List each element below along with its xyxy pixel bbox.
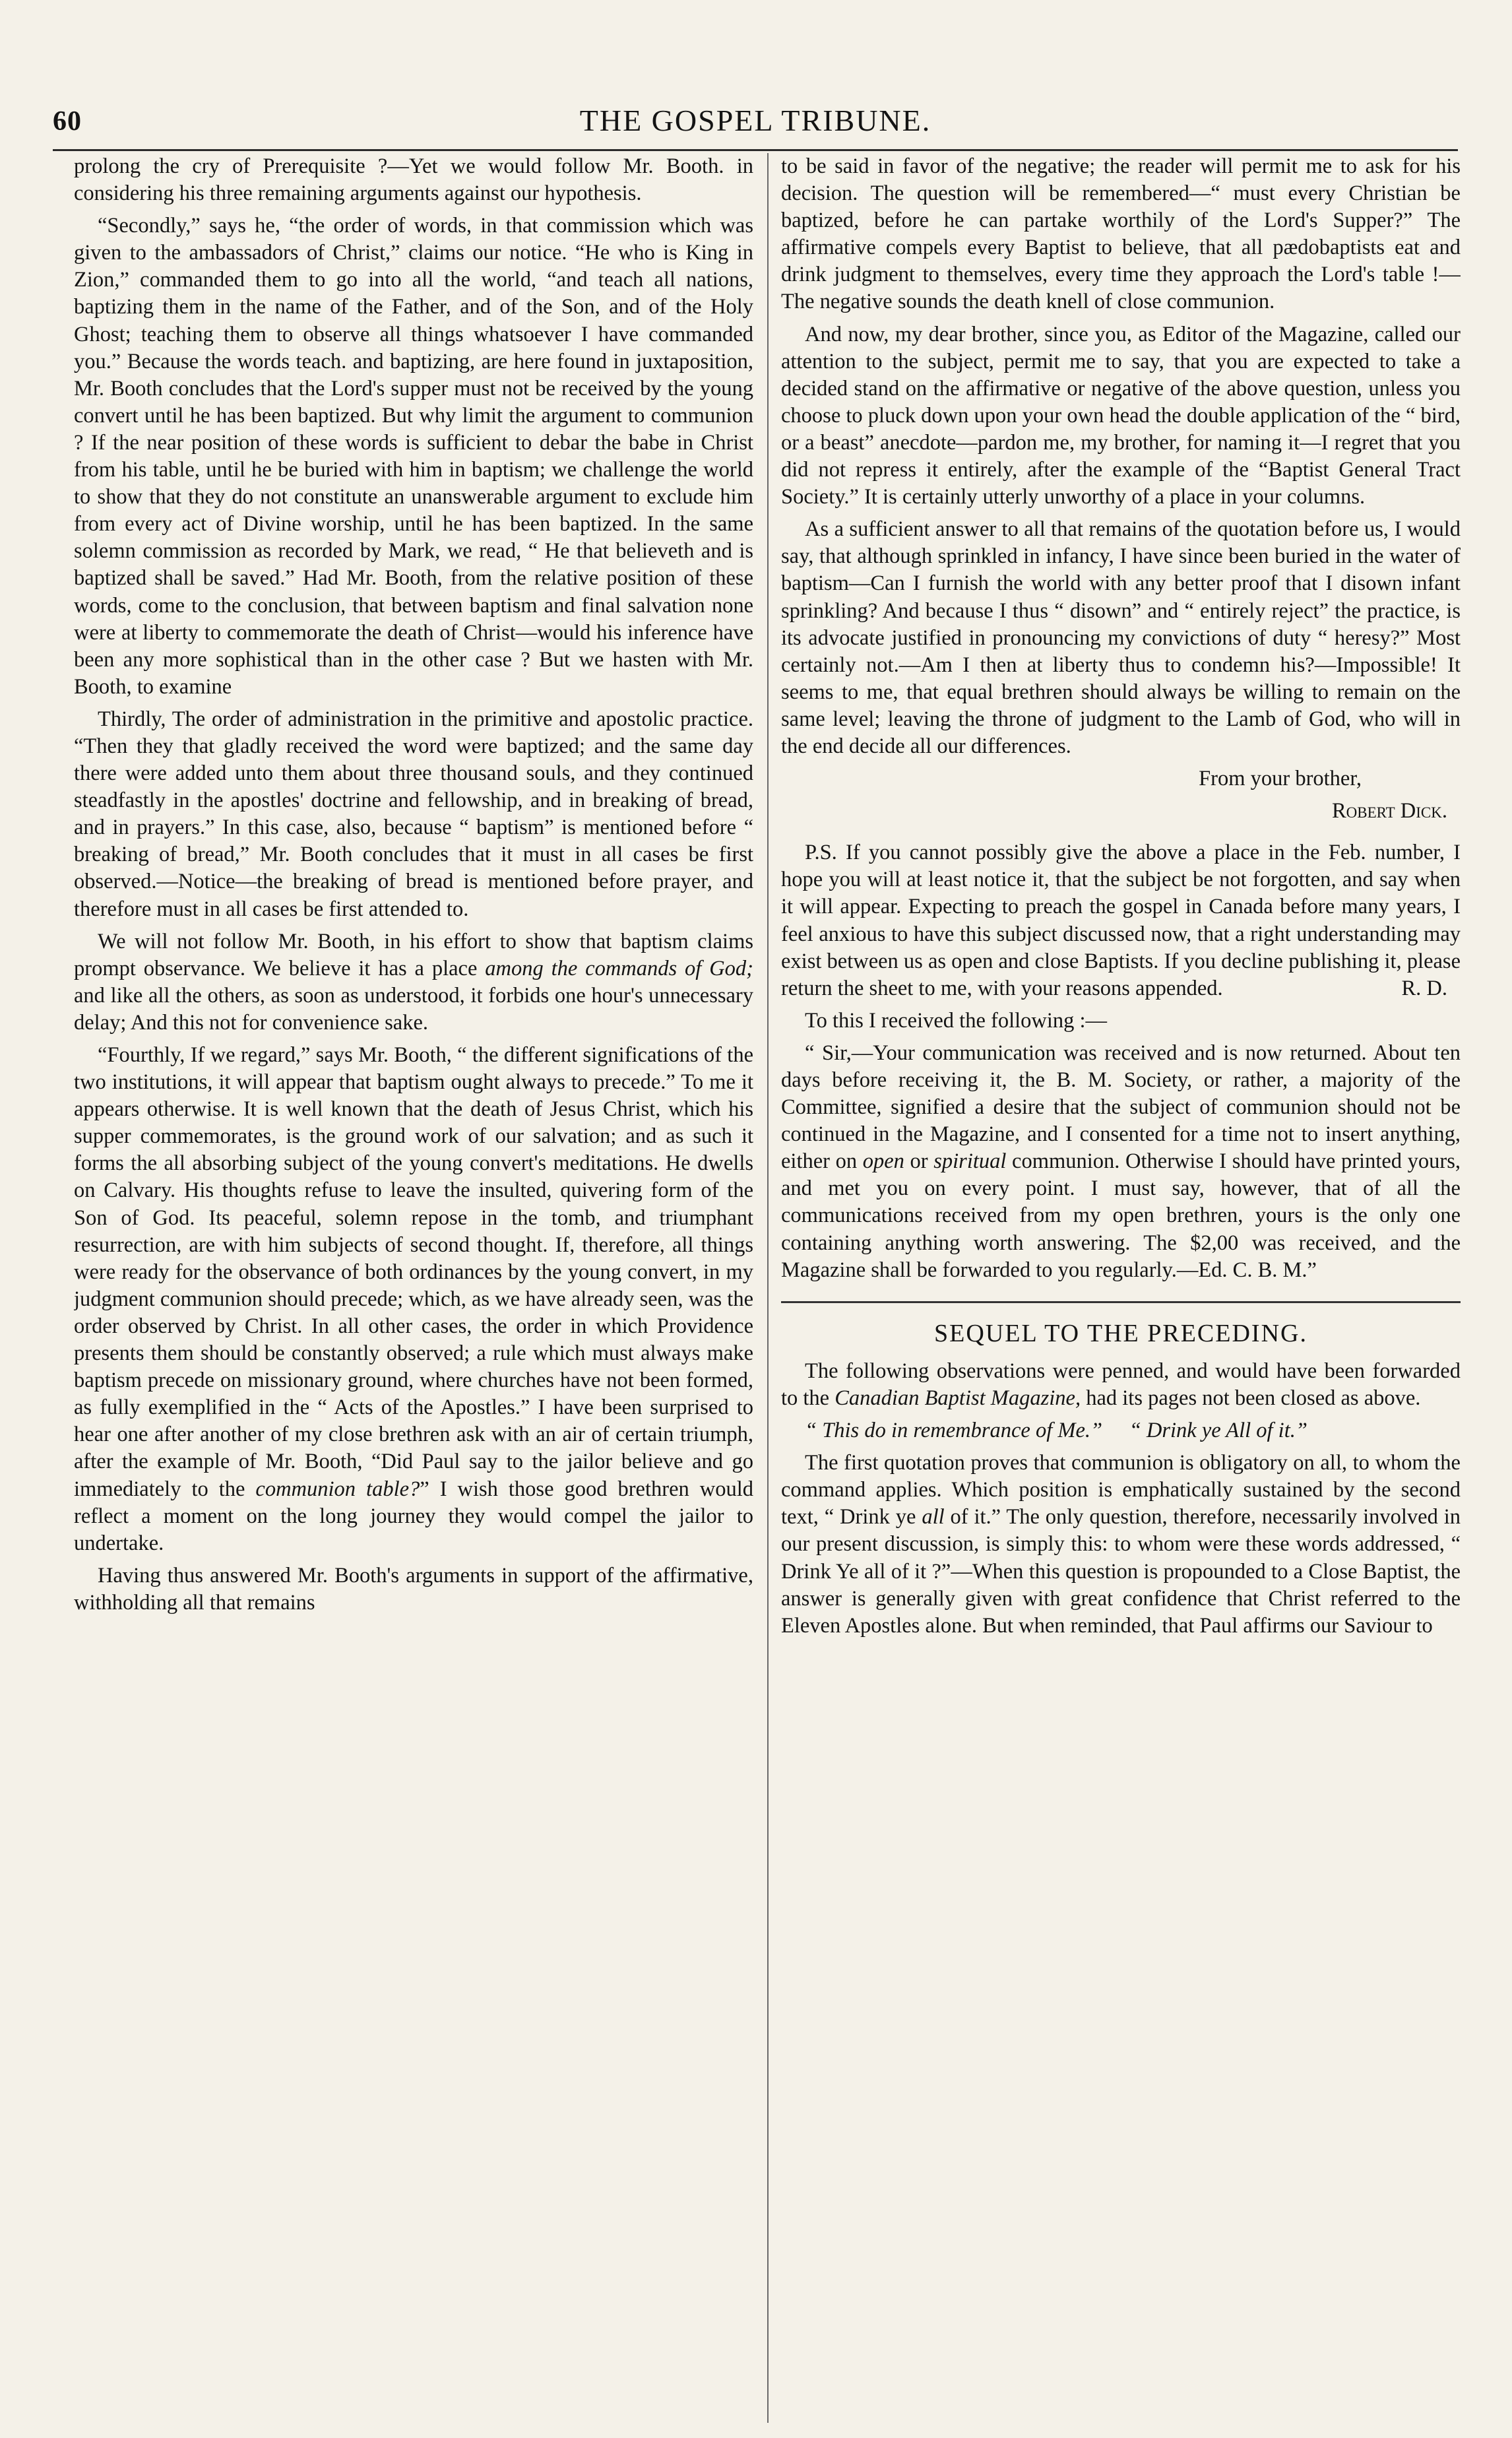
page-number: 60 xyxy=(53,106,82,137)
quote: “ This do in remembrance of Me.” xyxy=(805,1419,1103,1443)
paragraph xyxy=(781,1358,1461,1412)
paragraph xyxy=(781,1450,1461,1640)
emphasis: all xyxy=(922,1505,945,1529)
emphasis: Canadian Baptist Magazine, xyxy=(835,1386,1081,1410)
emphasis: open xyxy=(862,1149,904,1174)
emphasis: spiritual xyxy=(933,1149,1007,1174)
paragraph: To this I received the following :— xyxy=(805,1008,1108,1033)
text-run: ” I wish those good brethren would reflect a moment on the long journey they would compel the jailor to undertake. xyxy=(74,1477,753,1555)
postscript-initials: R. D. xyxy=(1401,976,1447,1000)
text-run: “Fourthly, If we regard,” says Mr. Booth, “ the different significations of the two institutions, it will appear that baptism ought always to precede.” To me it appears otherwise. It is well known that the death of Jesus Christ, which his supper commemorates, is the ground work of our salvation; and as such it forms the all absorbing subject of the young convert's meditations. He dwells on Calvary. His thoughts refuse to leave the insulted, quivering form of the Son of God. Its peaceful, solemn repose in the tomb, and triumphant resurrection, are with him subjects of second thought. If, therefore, all things were ready for the observance of both ordinances by the young convert, in my judgment communion should precede; which, as we have already seen, was the order observed by Christ. In all other cases, the order in which Providence presents them should be constantly observed; a rule which must always make baptism precede on missionary ground, where churches have not been formed, as fully exemplified in the “ Acts of the Apostles.” I have been surprised to hear one after another of my close brethren ask with an air of certain triumph, after the example of Mr. Booth, “Did Paul say to the jailor believe and go immediately to the xyxy=(74,1043,753,1501)
paragraph xyxy=(74,928,753,1037)
text-run: communion. Otherwise I should have printed yours, and met you on every point. I must say, however, that of all the communications received from my open brethren, yours is the only one containing anything worth answering. The $2,00 was received, and the Magazine shall be forwarded to you regularly.—Ed. C. B. M.” xyxy=(781,1149,1461,1282)
text-run: The following observations were penned, and would have been forwarded to the xyxy=(781,1359,1461,1410)
text-run: The first quotation proves that communion is obligatory on all, to whom the command applies. Which position is emphatically sustained by the second text, “ Drink ye xyxy=(781,1451,1461,1529)
section-rule xyxy=(781,1301,1461,1303)
paragraph: Thirdly, The order of administration in the primitive and apostolic practice. “Then they that gladly received the word were baptized; and the same day there were added unto them about three thousand souls, and they continued steadfastly in the apostles' doctrine and fellowship, and in breaking of bread, and in prayers.” In this case, also, because “ baptism” is mentioned before “ breaking of bread,” Mr. Booth concludes that it must in all cases be first observed.—Notice—the breaking of bread is mentioned before prayer, and therefore must in all cases be first attended to. xyxy=(74,707,753,921)
running-title: THE GOSPEL TRIBUNE. xyxy=(579,104,931,137)
paragraph: As a sufficient answer to all that remains of the quotation before us, I would say, that although sprinkled in infancy, I have since been buried in the water of baptism—Can I furnish the world with any better proof that I disown infant sprinkling? And because I thus “ disown” and “ entirely reject” the practice, is its advocate justified in pronouncing my convictions of duty “ heresy?” Most certainly not.—Am I then at liberty thus to condemn his?—Impossible! It seems to me, that equal brethren should always be willing to remain on the same level; leaving the throne of judgment to the Lamb of God, who will in the end decide all our differences. xyxy=(781,517,1461,758)
text-run: P.S. If you cannot possibly give the above a place in the Feb. number, I hope you will at least notice it, that the subject be not forgotten, and say when it will appear. Expecting to preach the gospel in Canada before many years, I feel anxious to have this subject discussed now, that a right understanding may exist between us as open and close Baptists. If you decline publishing it, please return the sheet to me, with your reasons appended. xyxy=(781,841,1461,1000)
signature-name: Robert Dick. xyxy=(1331,799,1447,823)
text-run: or xyxy=(904,1149,934,1174)
paragraph xyxy=(74,1042,753,1557)
postscript xyxy=(781,839,1461,1002)
paragraph: to be said in favor of the negative; the reader will permit me to ask for his decision. The question will be remembered—“ must every Christian be baptized, before he can partake worthily of the Lord's Supper?” The affirmative compels every Baptist to believe, that all pædobaptists eat and drink judgment to themselves, every time they approach the Lord's table !—The negative sounds the death knell of close communion. xyxy=(781,154,1461,314)
emphasis: communion table? xyxy=(255,1477,420,1501)
signature-salutation: From your brother, xyxy=(1199,767,1362,791)
text-run: We will not follow Mr. Booth, in his effort to show that baptism claims prompt observance. We believe it has a place xyxy=(74,929,753,980)
quote: “ Drink ye All of it.” xyxy=(1129,1419,1307,1443)
scripture-quotes xyxy=(781,1417,1461,1444)
paragraph: And now, my dear brother, since you, as Editor of the Magazine, called our attention to the subject, permit me to say, that you are expected to take a decided stand on the affirmative or negative of the above question, unless you choose to pluck down upon your own head the double application of the “ bird, or a beast” anecdote—pardon me, my brother, for naming it—I regret that you did not repress it entirely, after the example of the “Baptist General Tract Society.” It is certainly utterly unworthy of a place in your columns. xyxy=(781,322,1461,509)
right-column xyxy=(781,153,1461,2423)
header-rule xyxy=(53,149,1458,151)
text-run: had its pages not been closed as above. xyxy=(1081,1386,1421,1410)
text-run: and like all the others, as soon as understood, it forbids one hour's unnecessary delay; And this not for convenience sake. xyxy=(74,983,753,1035)
section-heading: SEQUEL TO THE PRECEDING. xyxy=(934,1319,1307,1347)
paragraph: Having thus answered Mr. Booth's arguments in support of the affirmative, withholding all that remains xyxy=(74,1563,753,1615)
paragraph: prolong the cry of Prerequisite ?—Yet we would follow Mr. Booth. in considering his three remaining arguments against our hypothesis. xyxy=(74,154,753,206)
left-column xyxy=(74,153,753,2423)
column-divider xyxy=(767,153,769,2423)
page-header xyxy=(53,99,1458,145)
editor-reply xyxy=(781,1040,1461,1284)
emphasis: among the commands of God; xyxy=(485,956,753,980)
text-run: of it.” The only question, therefore, necessarily involved in our present discussion, is simply this: to whom were these words addressed, “ Drink Ye all of it ?”—When this question is propounded to a Close Baptist, the answer is generally given with great confidence that Christ referred to the Eleven Apostles alone. But when reminded, that Paul affirms our Saviour to xyxy=(781,1505,1461,1638)
text-run: “ Sir,—Your communication was received and is now returned. About ten days before receiving it, the B. M. Society, or rather, a majority of the Committee, signified a desire that the subject of communion should not be continued in the Magazine, and I consented for a time not to insert anything, either on xyxy=(781,1041,1461,1174)
paragraph: “Secondly,” says he, “the order of words, in that commission which was given to the ambassadors of Christ,” claims our notice. “He who is King in Zion,” commanded them to go into all the world, “and teach all nations, baptizing them in the name of the Father, and of the Son, and of the Holy Ghost; teaching them to observe all things whatsoever I have commanded you.” Because the words teach. and baptizing, are here found in juxtaposition, Mr. Booth concludes that the Lord's supper must not be received by the young convert until he has been baptized. But why limit the argument to communion ? If the near position of these words is sufficient to debar the babe in Christ from his table, until he be buried with him in baptism; we challenge the world to show that they do not constitute an unanswerable argument to exclude him from every act of Divine worship, until he has been baptized. In the same solemn commission as recorded by Mark, we read, “ He that believeth and is baptized shall be saved.” Had Mr. Booth, from the relative position of these words, come to the conclusion, that between baptism and final salvation none were at liberty to commemorate the death of Christ—would his inference have been any more sophistical than in the other case ? But we hasten with Mr. Booth, to examine xyxy=(74,214,753,699)
